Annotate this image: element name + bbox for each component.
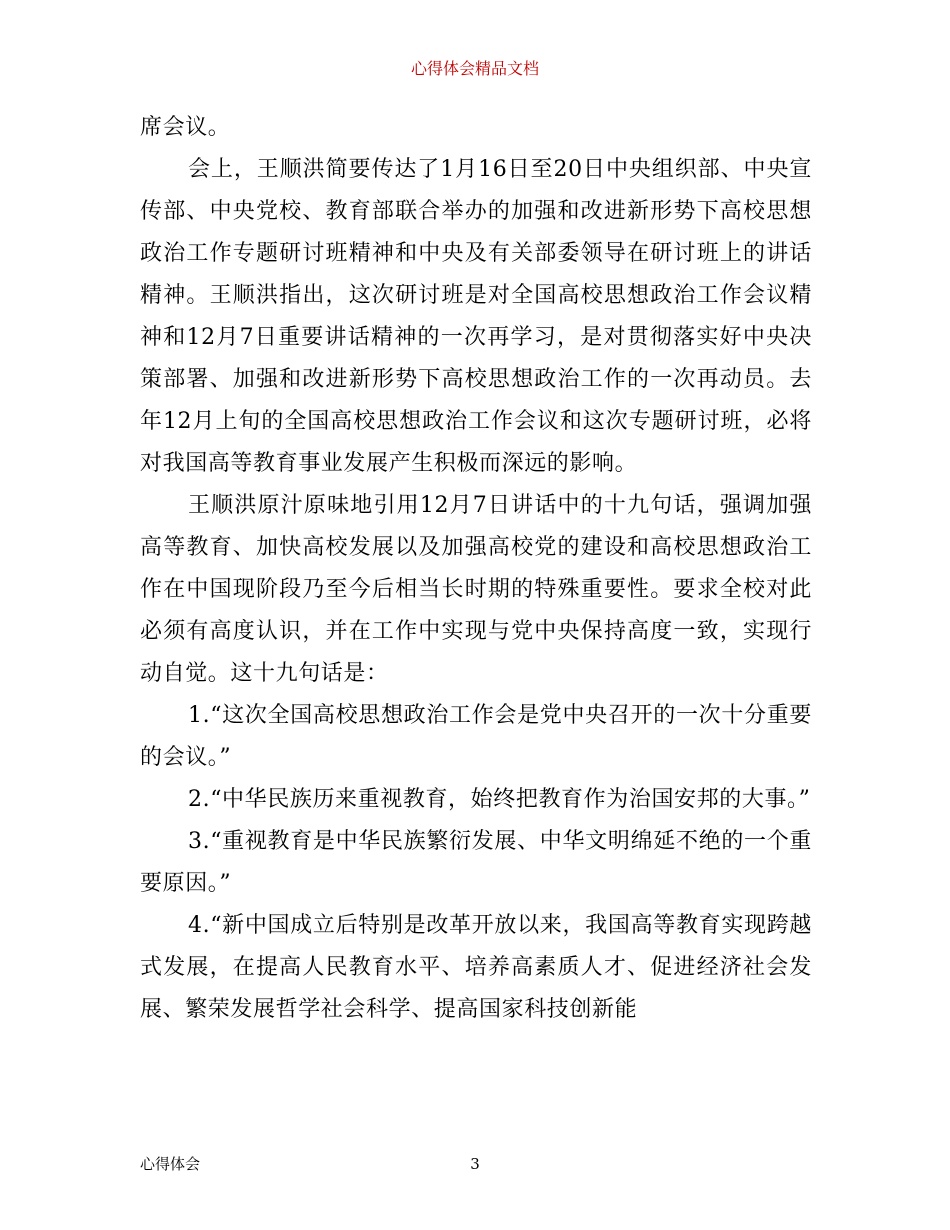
quote-item-1: 1.“这次全国高校思想政治工作会是党中央召开的一次十分重要的会议。”	[140, 703, 812, 770]
quote-item-4: 4.“新中国成立后特别是改革开放以来，我国高等教育实现跨越式发展，在提高人民教育水平、培养高素质人才、促进经济社会发展、繁荣发展哲学社会科学、提高国家科技创新能	[140, 913, 812, 1022]
page-header-title: 心得体会精品文档	[410, 59, 539, 78]
page-number: 3	[470, 1155, 480, 1173]
footer-label: 心得体会	[140, 1155, 201, 1173]
quote-item-2: 2.“中华民族历来重视教育，始终把教育作为治国安邦的大事。”	[188, 787, 811, 812]
paragraph-continuation: 席会议。	[140, 115, 231, 140]
paragraph-meeting-summary: 会上，王顺洪简要传达了1月16日至20日中央组织部、中央宣传部、中央党校、教育部联合举办的加强和改进新形势下高校思想政治工作专题研讨班精神和中央及有关部委领导在研讨班上的讲话精神。王顺洪指出，这次研讨班是对全国高校思想政治工作会议精神和12月7日重要讲话精神的一次再学习，是对贯彻落实好中央决策部署、加强和改进新形势下高校思想政治工作的一次再动员。去年12月上旬的全国高校思想政治工作会议和这次专题研讨班，必将对我国高等教育事业发展产生积极而深远的影响。	[140, 157, 812, 476]
quote-item-3: 3.“重视教育是中华民族繁衍发展、中华文明绵延不绝的一个重要原因。”	[140, 829, 812, 896]
document-body	[140, 107, 812, 1031]
paragraph-nineteen-sentences-intro: 王顺洪原汁原味地引用12月7日讲话中的十九句话，强调加强高等教育、加快高校发展以及加强高校党的建设和高校思想政治工作在中国现阶段乃至今后相当长时期的特殊重要性。要求全校对此必须有高度认识，并在工作中实现与党中央保持高度一致，实现行动自觉。这十九句话是：	[140, 493, 812, 686]
